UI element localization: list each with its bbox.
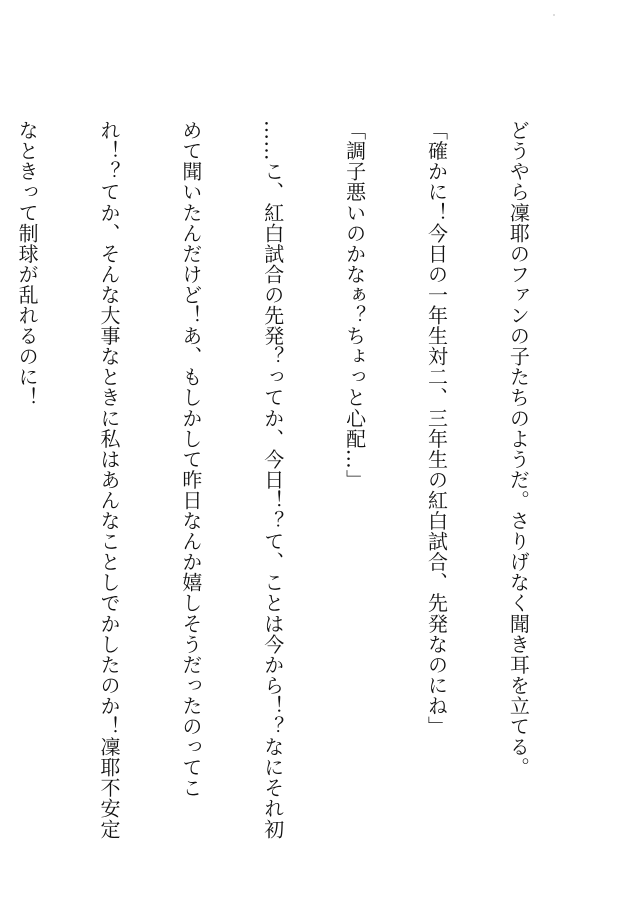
text-line: 「確かに！今日の一年生対二、三年生の紅白試合、先発なのにね」: [424, 120, 449, 737]
text-line: なときって制球が乱れるのに！: [15, 120, 40, 408]
text-line: れ！？てか、そんな大事なときに私はあんなことしでかしたのか！凜耶不安定: [96, 120, 121, 840]
text-line: 「調子悪いのかなぁ？ちょっと心配…」: [342, 120, 367, 490]
page-speck: [553, 14, 555, 16]
vertical-text-body: [15, 120, 586, 840]
text-line: どうやら凜耶のファンの子たちのようだ。さりげなく聞き耳を立てる。: [506, 120, 531, 778]
text-line: ……こ、紅白試合の先発？ってか、今日！？て、ことは今から！？なにそれ初: [260, 120, 285, 840]
text-line: めて聞いたんだけど！あ、もしかして昨日なんか嬉しそうだったのってこ: [178, 120, 203, 799]
